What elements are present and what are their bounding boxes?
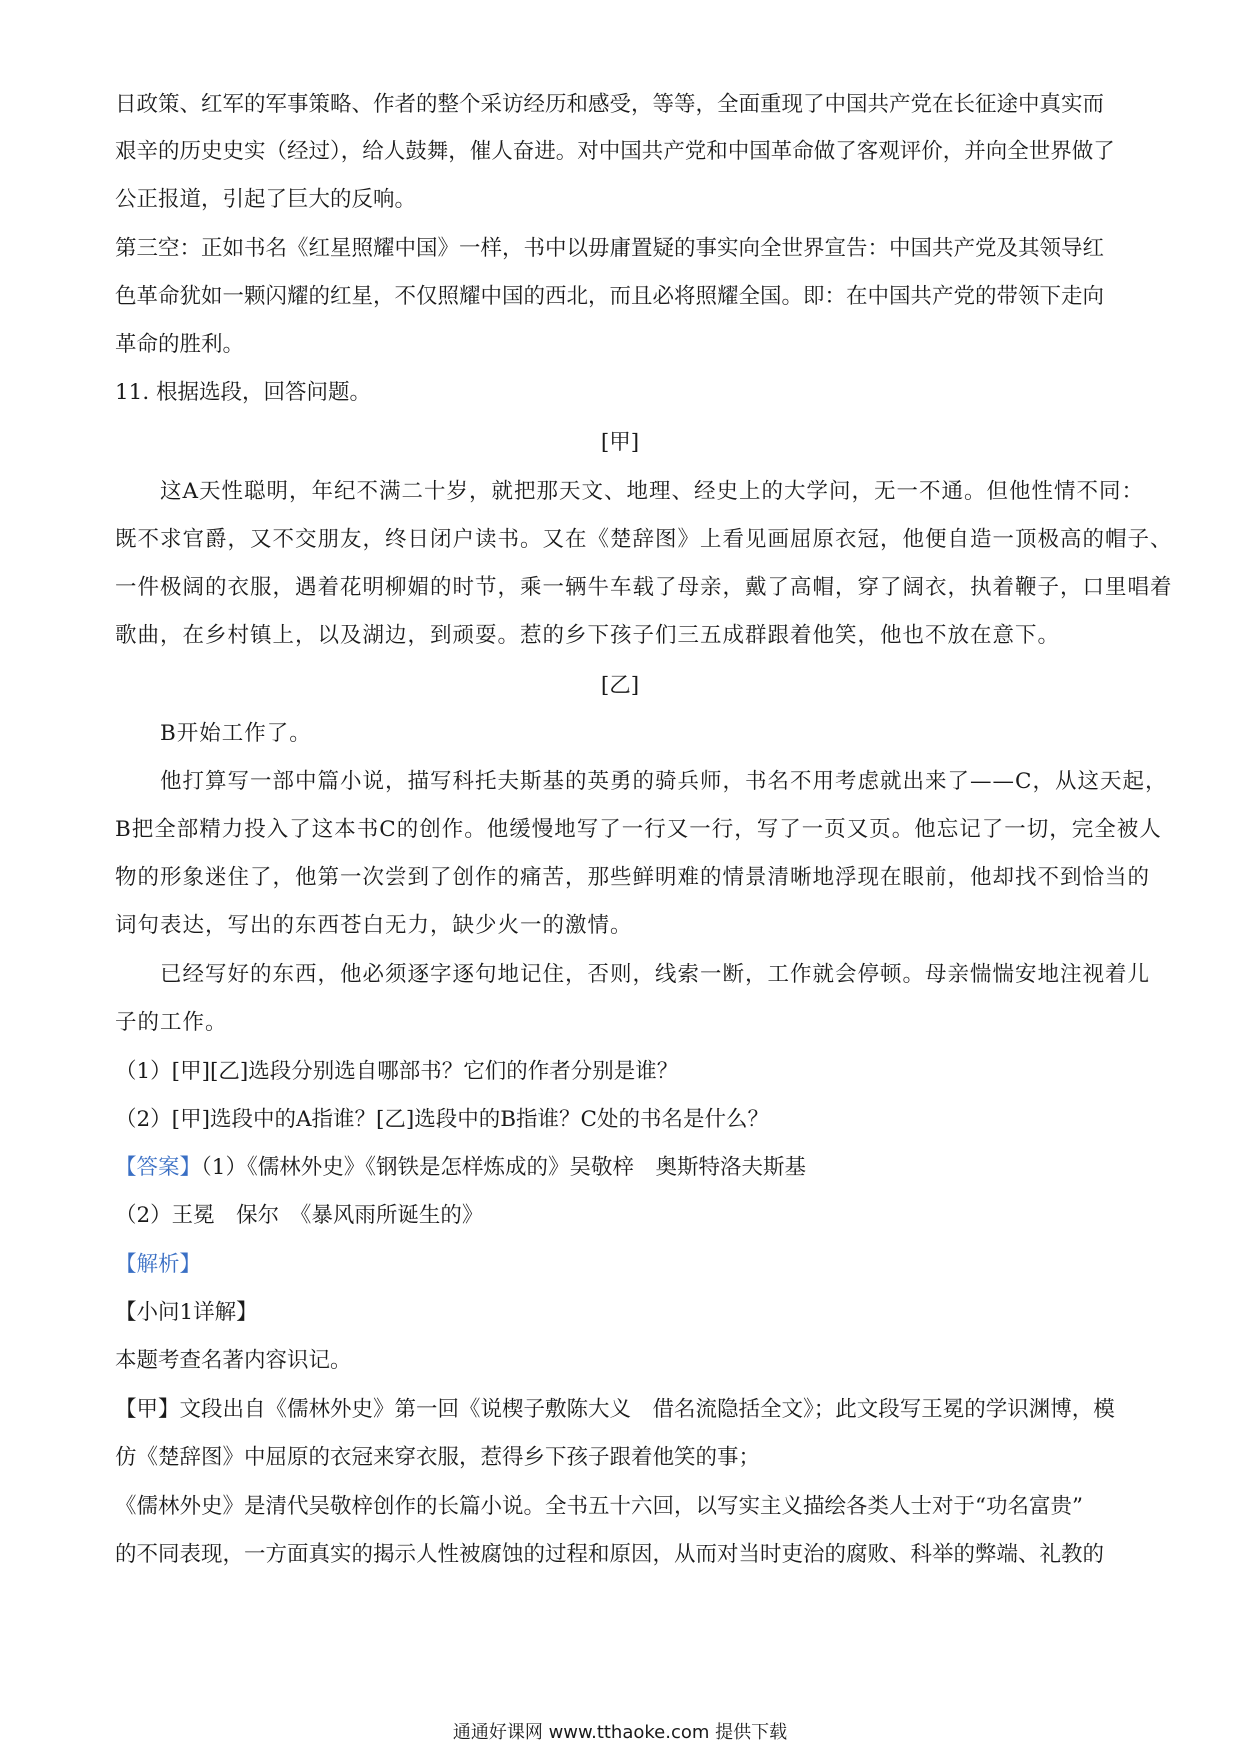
passage-yi-line: 词句表达，写出的东西苍白无力，缺少火一的激情。 [115,913,633,938]
passage-jia-line: 一件极阔的衣服，遇着花明柳媚的时节，乘一辆牛车载了母亲，戴了高帽，穿了阔衣，执着鞭子，口里唱着 [115,575,1173,600]
body-text-line: 公正报道，引起了巨大的反响。 [115,187,417,212]
answer-text: （1）《儒林外史》《钢铁是怎样炼成的》吴敬梓 奥斯特洛夫斯基 [201,1155,806,1180]
body-text-line: 日政策、红军的军事策略、作者的整个采访经历和感受，等等，全面重现了中国共产党在长征途中真实而 [115,92,1105,117]
body-text-line: 《儒林外史》是清代吴敬梓创作的长篇小说。全书五十六回，以写实主义描绘各类人士对于“功名富贵” [115,1494,1083,1519]
passage-jia-line: 既不求官爵，又不交朋友，终日闭户读书。又在《楚辞图》上看见画屈原衣冠，他便自造一顶极高的帽子、 [115,527,1173,552]
question-heading: 11. 根据选段，回答问题。 [115,380,372,405]
body-text-line: 【甲】文段出自《儒林外史》第一回《说楔子敷陈大义 借名流隐括全文》；此文段写王冕的学识渊博，模 [115,1397,1115,1422]
body-text-line: 色革命犹如一颗闪耀的红星，不仅照耀中国的西北，而且必将照耀全国。即：在中国共产党的带领下走向 [115,284,1105,309]
body-text-line: 本题考查名著内容识记。 [115,1348,352,1373]
page-footer: 通通好课网 www.tthaoke.com 提供下载 [452,1722,788,1743]
body-text-line: 革命的胜利。 [115,332,245,357]
body-text-line: 艰辛的历史史实（经过），给人鼓舞，催人奋进。对中国共产党和中国革命做了客观评价，并向全世界做了 [115,139,1115,164]
sub-question-1: （1）[甲][乙]选段分别选自哪部书？它们的作者分别是谁？ [115,1059,679,1084]
answer-label: 【答案】 [115,1155,202,1180]
passage-jia-line: 这A天性聪明，年纪不满二十岁，就把那天文、地理、经史上的大学问，无一不通。但他性情不同： [115,479,1145,504]
sub-question-2: （2）[甲]选段中的A指谁？[乙]选段中的B指谁？C处的书名是什么？ [115,1107,770,1132]
passage-yi-line: 他打算写一部中篇小说，描写科托夫斯基的英勇的骑兵师，书名不用考虑就出来了——C，从这天起， [115,769,1168,794]
passage-yi-line: B开始工作了。 [115,721,312,746]
body-text-line: 的不同表现，一方面真实的揭示人性被腐蚀的过程和原因，从而对当时吏治的腐败、科举的弊端、礼教的 [115,1542,1105,1567]
sub-question-heading: 【小问1详解】 [115,1300,258,1325]
body-text-line: 第三空：正如书名《红星照耀中国》一样，书中以毋庸置疑的事实向全世界宣告：中国共产党及其领导红 [115,236,1105,261]
passage-label-yi: [乙] [600,673,640,698]
passage-yi-line: B把全部精力投入了这本书C的创作。他缓慢地写了一行又一行，写了一页又页。他忘记了一切，完全被人 [115,817,1162,842]
passage-yi-line: 子的工作。 [115,1010,228,1035]
answer-line-2: （2）王冕 保尔 《暴风雨所诞生的》 [115,1203,484,1228]
answer-line-1 [115,1153,806,1183]
passage-jia-line: 歌曲，在乡村镇上，以及湖边，到顽耍。惹的乡下孩子们三五成群跟着他笑，他也不放在意下。 [115,623,1061,648]
body-text-line: 仿《楚辞图》中屈原的衣冠来穿衣服，惹得乡下孩子跟着他笑的事； [115,1445,761,1470]
passage-yi-line: 已经写好的东西，他必须逐字逐句地记住，否则，线索一断，工作就会停顿。母亲惴惴安地注视着儿 [115,962,1151,987]
passage-yi-line: 物的形象迷住了，他第一次尝到了创作的痛苦，那些鲜明难的情景清晰地浮现在眼前，他却找不到恰当的 [115,865,1151,890]
analysis-label: 【解析】 [115,1252,202,1277]
passage-label-jia: [甲] [600,430,640,455]
